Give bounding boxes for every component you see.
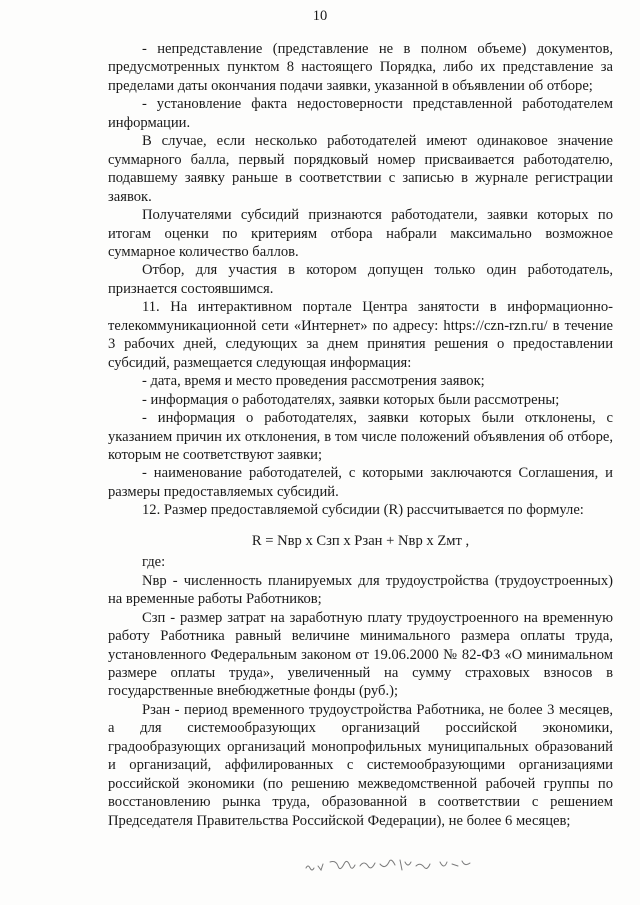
paragraph: 11. На интерактивном портале Центра занятости в информационно-телекоммуникационной сети «Интернет» по адресу: https://czn-rzn.ru/ в течение 3 рабочих дней, следующих за днем принятия решения о предоставлении субсидий, размещается следующая информация: [108, 299, 613, 371]
paragraph: Получателями субсидий признаются работодатели, заявки которых по итогам оценки по критериям отбора набрали максимально возможное суммарное количество баллов. [108, 207, 613, 260]
paragraph: - установление факта недостоверности представленной работодателем информации. [108, 96, 613, 131]
paragraph: Сзп - размер затрат на заработную плату трудоустроенного на временную работу Работника равный величине минимального размера оплаты труда, установленного Федеральным законом от 19.06.2000 № 82-ФЗ «О минимальном размере оплаты труда», увеличенный на сумму страховых взносов в государственные внебюджетные фонды (руб.); [108, 609, 613, 700]
paragraph: - информация о работодателях, заявки которых были отклонены, с указанием причин их отклонения, в том числе положений объявления об отборе, которым не соответствуют заявки; [108, 410, 613, 463]
paragraph: Отбор, для участия в котором допущен только один работодатель, признается состоявшимся. [108, 262, 613, 297]
paragraph: - непредставление (представление не в полном объеме) документов, предусмотренных пунктом 8 настоящего Порядка, либо их представление за пределами даты окончания подачи заявки, указанной в объявлении об отборе; [108, 41, 613, 94]
document-body [108, 40, 613, 830]
paragraph: Nвр - численность планируемых для трудоустройства (трудоустроенных) на временные работы Работников; [108, 572, 613, 608]
page-number: 10 [312, 8, 328, 24]
paragraph: - наименование работодателей, с которыми заключаются Соглашения, и размеры предоставляемых субсидий. [108, 465, 613, 500]
paragraph: - дата, время и место проведения рассмотрения заявок; [142, 373, 485, 390]
paragraph: 12. Размер предоставляемой субсидии (R) рассчитывается по формуле: [142, 502, 584, 519]
paragraph: Рзан - период временного трудоустройства Работника, не более 3 месяцев, а для системообразующих организаций российской экономики, градообразующих организаций монопрофильных муниципальных образований и организаций, аффилированных с системообразующими организациями российской экономики (по решению межведомственной рабочей группы по восстановлению рынка труда, образованной в соответствии с решением Председателя Правительства Российской Федерации), не более 6 месяцев; [108, 701, 613, 829]
subsidy-formula: R = Nвр x Сзп x Рзан + Nвр x Zмт , [251, 532, 470, 549]
handwritten-signature-icon [300, 852, 490, 876]
paragraph: - информация о работодателях, заявки которых были рассмотрены; [142, 391, 560, 408]
paragraph: В случае, если несколько работодателей имеют одинаковое значение суммарного балла, первый порядковый номер присваивается работодателю, подавшему заявку раньше в соответствии с записью в журнале регистрации заявок. [108, 133, 613, 205]
paragraph: где: [142, 554, 166, 571]
